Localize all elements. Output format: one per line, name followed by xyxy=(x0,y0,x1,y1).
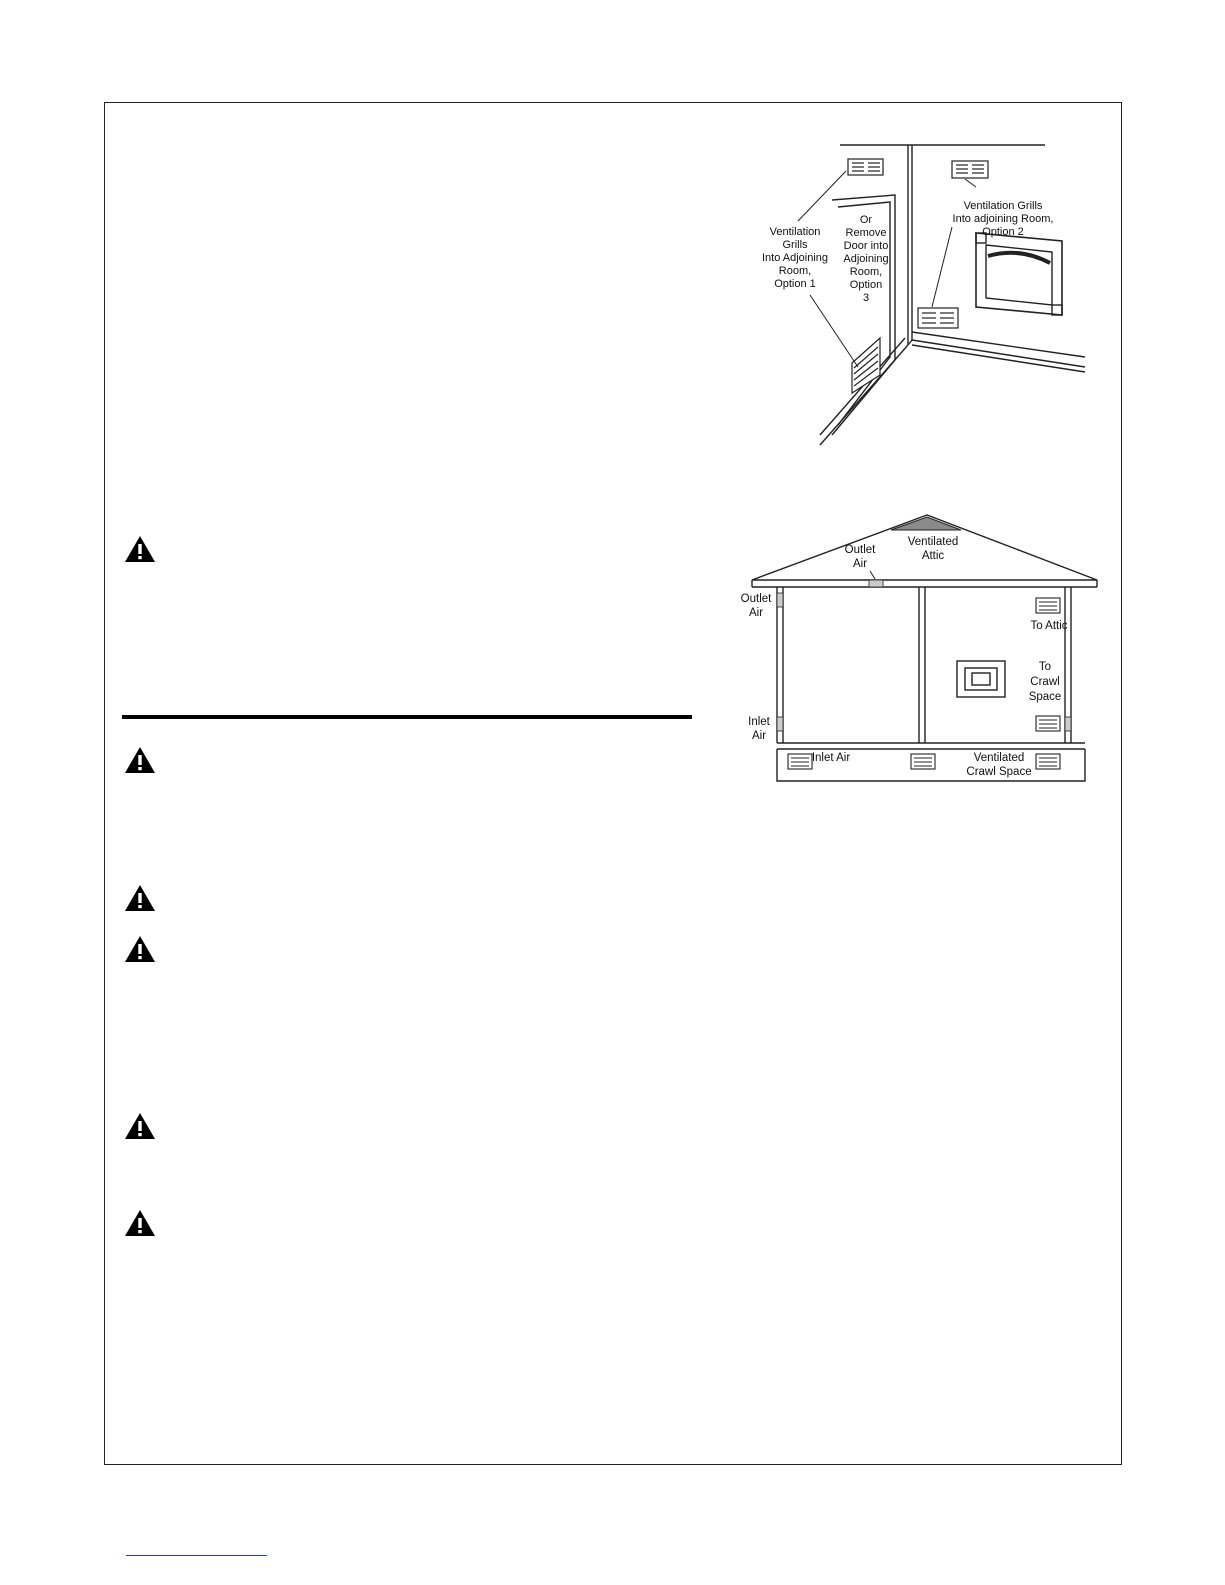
label-option1 xyxy=(762,226,828,290)
svg-text:Option 2: Option 2 xyxy=(982,226,1024,238)
label-outlet-air-wall-1: Outlet xyxy=(740,593,772,605)
svg-text:Or: Or xyxy=(859,214,873,226)
label-ventilated-crawl-2: Crawl Space xyxy=(966,766,1032,778)
svg-text:Remove: Remove xyxy=(845,227,887,239)
label-option2 xyxy=(953,200,1054,238)
svg-text:Into Adjoining: Into Adjoining xyxy=(761,252,829,264)
label-inlet-air-floor: Inlet Air xyxy=(811,752,851,764)
svg-text:Into adjoining Room,: Into adjoining Room, xyxy=(952,213,1054,225)
warning-triangle-icon xyxy=(124,1112,156,1140)
grill-bottom-right xyxy=(918,308,958,328)
label-option3 xyxy=(843,214,888,304)
house-ventilation-figure xyxy=(740,505,1105,790)
label-ventilated-crawl-1: Ventilated xyxy=(973,752,1025,764)
warning-triangle-icon xyxy=(124,535,156,563)
warning-triangle-icon xyxy=(124,935,156,963)
warning-triangle-icon xyxy=(124,746,156,774)
label-inlet-air-wall-1: Inlet xyxy=(748,716,770,728)
svg-text:Ventilation Grills: Ventilation Grills xyxy=(963,200,1043,212)
label-inlet-air-wall-2: Air xyxy=(751,730,767,742)
label-ventilated-attic-2: Attic xyxy=(921,550,945,562)
grill-door xyxy=(852,338,880,393)
label-to-attic: To Attic xyxy=(1030,620,1068,632)
svg-text:Room,: Room, xyxy=(778,265,812,277)
label-to-crawl-2: Crawl xyxy=(1030,676,1060,688)
section-divider xyxy=(122,715,692,719)
label-to-crawl-1: To xyxy=(1038,661,1052,673)
label-outlet-air-wall-2: Air xyxy=(748,607,764,619)
svg-text:Option 1: Option 1 xyxy=(774,278,816,290)
grill-top-right xyxy=(952,161,988,178)
footer-link-underline[interactable] xyxy=(126,1555,267,1556)
svg-text:Adjoining: Adjoining xyxy=(843,253,889,265)
svg-text:Grills: Grills xyxy=(782,239,808,251)
grill-top-left xyxy=(848,159,883,175)
room-ventilation-figure xyxy=(740,135,1100,445)
svg-text:Room,: Room, xyxy=(849,266,883,278)
warning-triangle-icon xyxy=(124,884,156,912)
label-outlet-air-roof-2: Air xyxy=(852,558,868,570)
label-to-crawl-3: Space xyxy=(1028,691,1062,703)
svg-text:3: 3 xyxy=(862,292,870,304)
warning-triangle-icon xyxy=(124,1209,156,1237)
label-outlet-air-roof-1: Outlet xyxy=(844,544,876,556)
svg-text:Option: Option xyxy=(849,279,883,291)
label-ventilated-attic-1: Ventilated xyxy=(907,536,959,548)
svg-text:Ventilation: Ventilation xyxy=(769,226,821,238)
svg-text:Door into: Door into xyxy=(843,240,889,252)
